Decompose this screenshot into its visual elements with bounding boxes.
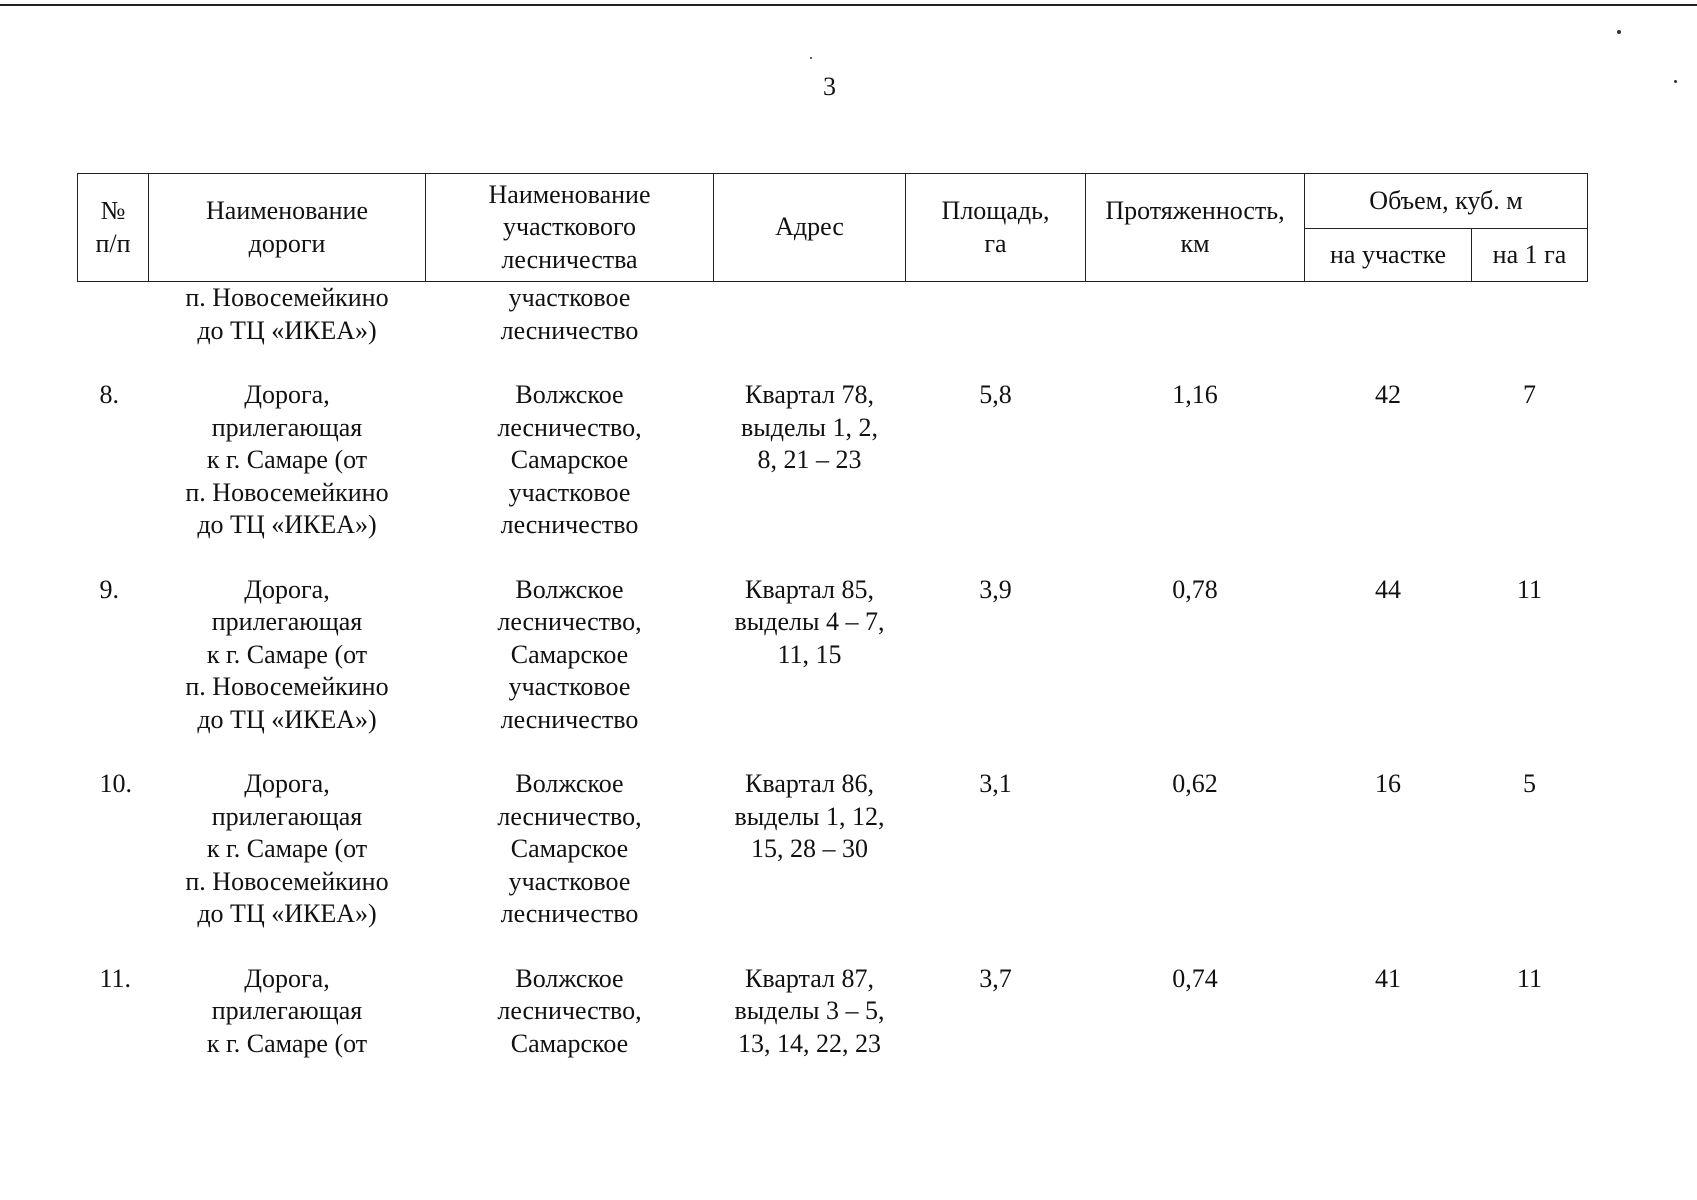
cell-volume-ha: 5	[1523, 769, 1536, 798]
cell-num: 9.	[99, 574, 119, 604]
header-address: Адрес	[714, 174, 906, 282]
scan-speck	[1617, 30, 1621, 34]
cell-num: 8.	[99, 380, 119, 409]
cell-forestry: Волжское лесничество, Самарское	[497, 963, 642, 1058]
cell-address: Квартал 86, выделы 1, 12, 15, 28 – 30	[734, 769, 885, 863]
cell-road: Дорога, прилегающая к г. Самаре (от п. Новосемейкино до ТЦ «ИКЕА»)	[185, 769, 389, 928]
cell-area: 3,1	[979, 769, 1012, 798]
cell-volume-ha: 11	[1516, 963, 1543, 993]
cell-forestry: Волжское лесничество, Самарское участковое лесничество	[497, 769, 642, 928]
cell-address: Квартал 87, выделы 3 – 5, 13, 14, 22, 23	[734, 963, 885, 1058]
row-spacer	[78, 736, 1588, 768]
cell-num: 11.	[99, 963, 132, 993]
table-row	[78, 963, 1588, 1061]
header-volume-site: на участке	[1305, 229, 1472, 282]
table-row	[78, 379, 1588, 542]
cell-volume-site: 41	[1375, 963, 1401, 993]
cell-road: п. Новосемейкино до ТЦ «ИКЕА»)	[185, 283, 389, 345]
page-number: 3	[823, 72, 836, 101]
continuation-row	[78, 282, 1588, 348]
row-spacer	[78, 347, 1588, 379]
cell-volume-site: 42	[1375, 380, 1401, 409]
table-row	[78, 768, 1588, 931]
header-area: Площадь, га	[906, 174, 1086, 282]
table-header-row	[78, 174, 1588, 229]
cell-area: 5,8	[979, 380, 1012, 409]
cell-length: 0,78	[1172, 574, 1218, 604]
scan-speck	[1674, 80, 1677, 83]
header-volume-ha: на 1 га	[1472, 229, 1588, 282]
cell-forestry: Волжское лесничество, Самарское участковое лесничество	[497, 380, 642, 539]
cell-length: 1,16	[1172, 380, 1218, 409]
cell-road: Дорога, прилегающая к г. Самаре (от п. Новосемейкино до ТЦ «ИКЕА»)	[185, 380, 389, 539]
row-spacer	[78, 542, 1588, 574]
cell-road: Дорога, прилегающая к г. Самаре (от	[206, 963, 368, 1058]
cell-address: Квартал 85, выделы 4 – 7, 11, 15	[734, 574, 885, 669]
cell-address: Квартал 78, выделы 1, 2, 8, 21 – 23	[741, 380, 878, 474]
row-spacer	[78, 931, 1588, 963]
cell-area: 3,9	[979, 574, 1012, 604]
cell-num: 10.	[99, 769, 132, 798]
header-num: № п/п	[78, 174, 149, 282]
scan-speck	[810, 57, 812, 59]
header-forestry: Наименование участкового лесничества	[426, 174, 714, 282]
cell-volume-ha	[1472, 282, 1588, 348]
cell-num	[78, 282, 149, 348]
forest-roads-table	[77, 173, 1588, 1060]
cell-address	[714, 282, 906, 348]
table-row	[78, 574, 1588, 737]
cell-length: 0,74	[1172, 963, 1218, 993]
cell-area: 3,7	[979, 963, 1012, 993]
header-length: Протяженность, км	[1086, 174, 1305, 282]
cell-length: 0,62	[1172, 769, 1218, 798]
cell-volume-site	[1305, 282, 1472, 348]
top-rule	[0, 4, 1697, 6]
cell-volume-ha: 11	[1516, 574, 1543, 604]
header-volume: Объем, куб. м	[1305, 174, 1588, 229]
cell-area	[906, 282, 1086, 348]
cell-forestry: участковое лесничество	[500, 283, 639, 345]
cell-forestry: Волжское лесничество, Самарское участковое лесничество	[497, 574, 642, 734]
cell-road: Дорога, прилегающая к г. Самаре (от п. Новосемейкино до ТЦ «ИКЕА»)	[185, 574, 389, 734]
cell-volume-ha: 7	[1523, 380, 1536, 409]
cell-volume-site: 16	[1375, 769, 1401, 798]
header-road: Наименование дороги	[149, 174, 426, 282]
cell-volume-site: 44	[1375, 574, 1401, 604]
cell-length	[1086, 282, 1305, 348]
